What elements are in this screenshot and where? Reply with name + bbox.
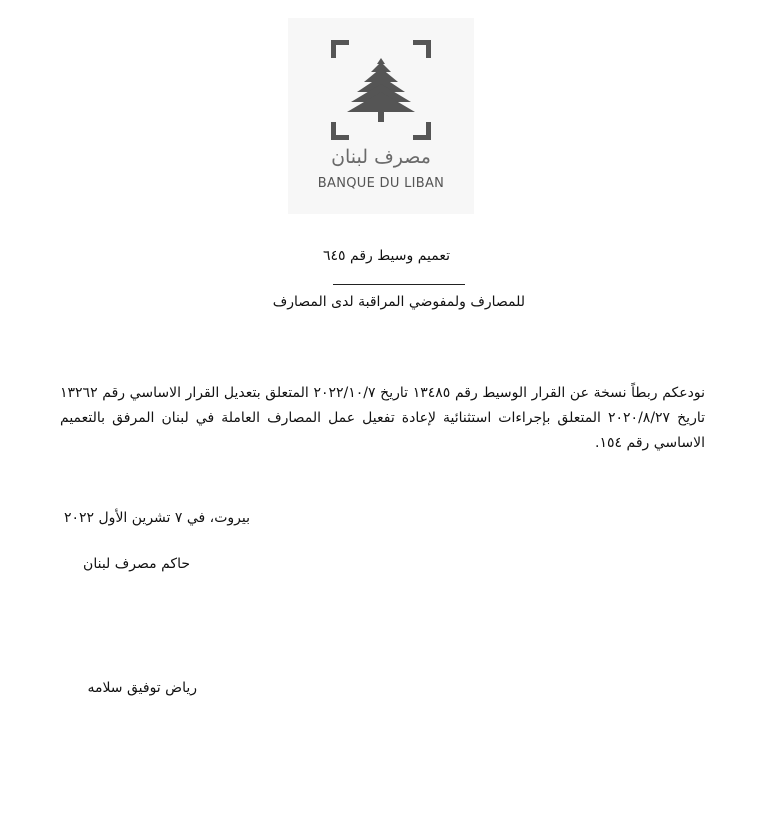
signatory-title: حاكم مصرف لبنان	[83, 556, 190, 572]
bank-logo	[288, 18, 474, 214]
bank-name-french: BANQUE DU LIBAN	[317, 176, 445, 191]
bank-name-arabic: مصرف لبنان	[331, 146, 431, 168]
circular-title: تعميم وسيط رقم ٦٤٥	[323, 248, 450, 264]
title-divider	[333, 284, 465, 285]
body-paragraph: نودعكم ربطاً نسخة عن القرار الوسيط رقم ١٣٤٨٥ تاريخ ٢٠٢٢/١٠/٧ المتعلق بتعديل القرار الاساسي رقم ١٣٢٦٢ تاريخ ٢٠٢٠/٨/٢٧ المتعلق بإجراءات استثنائية لإعادة تفعيل عمل المصارف العاملة في لبنان المرفق بالتعميم الاساسي رقم ١٥٤.	[60, 385, 705, 451]
signatory-name: رياض توفيق سلامه	[87, 680, 197, 696]
date-line: بيروت، في ٧ تشرين الأول ٢٠٢٢	[63, 510, 250, 526]
addressee-line: للمصارف ولمفوضي المراقبة لدى المصارف	[272, 294, 525, 310]
cedar-emblem-icon	[331, 40, 431, 140]
